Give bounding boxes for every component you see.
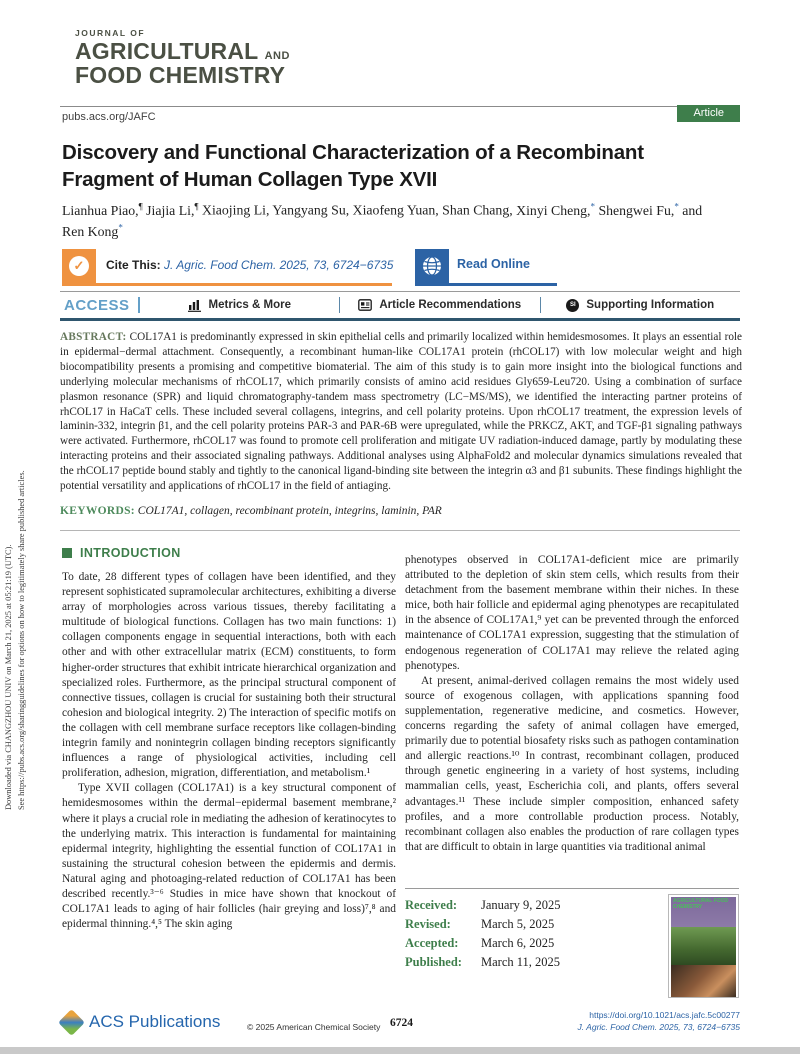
download-watermark bbox=[2, 250, 28, 810]
supporting-label: Supporting Information bbox=[586, 299, 715, 311]
masthead-kicker: JOURNAL OF bbox=[75, 28, 146, 38]
supporting-information-link[interactable] bbox=[541, 299, 741, 312]
author-name: Xiaojing Li, bbox=[201, 202, 270, 218]
keywords-text: COL17A1, collagen, recombinant protein, integrins, laminin, PAR bbox=[137, 505, 442, 517]
metrics-label: Metrics & More bbox=[208, 299, 291, 311]
intro-right-column bbox=[405, 553, 739, 886]
body-paragraph: At present, animal-derived collagen remains the most widely used source of exogenous collagen, with applications spanning food supplementation, regenerative medicine, and cosmetics. However, concerns regarding the safety of animal collagen have emerged, primarily due to potential biosafety risks such as pathogen contamination and allergic reactions.¹⁰ In contrast, recombinant collagen, produced through genetic engineering in a variety of host systems, including mammalian cells, yeast, Escherichia coli, and plants, offers several advantages.¹¹ These include simpler composition, enhanced safety profiles, and a more controllable production process. Notably, recombinant collagen also enables the production of rare collagen types that are difficult to obtain in large quantities via traditional animal bbox=[405, 674, 739, 853]
keywords-label: KEYWORDS: bbox=[60, 505, 135, 517]
bar-chart-icon bbox=[188, 299, 202, 312]
corresponding-author-mark: * bbox=[674, 201, 679, 211]
date-label: Published: bbox=[405, 955, 462, 969]
citation-reference: J. Agric. Food Chem. 2025, 73, 6724−6735 bbox=[164, 258, 394, 272]
keywords-divider bbox=[60, 530, 740, 531]
date-value: March 6, 2025 bbox=[481, 936, 555, 950]
author-name: Jiajia Li,¶ bbox=[146, 201, 199, 218]
masthead-and: AND bbox=[264, 50, 290, 62]
recommendations-label: Article Recommendations bbox=[379, 299, 522, 311]
check-icon: ✓ bbox=[69, 256, 89, 276]
introduction-heading bbox=[62, 546, 181, 560]
page-number: 6724 bbox=[390, 1017, 413, 1029]
author-name: Xiaofeng Yuan, bbox=[352, 202, 439, 218]
cover-field-image bbox=[671, 927, 736, 965]
author-name: Lianhua Piao,¶ bbox=[62, 201, 143, 218]
date-label: Revised: bbox=[405, 917, 451, 931]
page-edge bbox=[0, 1047, 800, 1054]
dates-top-rule bbox=[405, 888, 739, 889]
page-title: Discovery and Functional Characterization of a Recombinant Fragment of Human Collagen Type XVII bbox=[62, 141, 644, 191]
acs-publications-logo bbox=[62, 1012, 220, 1032]
acs-diamond-icon bbox=[58, 1009, 85, 1036]
author-name: and Ren Kong* bbox=[62, 202, 703, 239]
introduction-heading-label: INTRODUCTION bbox=[80, 546, 181, 560]
masthead-line2: FOOD CHEMISTRY bbox=[75, 61, 286, 88]
corresponding-author-mark: * bbox=[590, 201, 595, 211]
masthead-divider bbox=[60, 106, 740, 107]
date-label: Received: bbox=[405, 898, 458, 912]
author-list bbox=[62, 200, 712, 243]
masthead-line1 bbox=[75, 40, 290, 64]
journal-masthead bbox=[75, 28, 290, 88]
date-label: Accepted: bbox=[405, 936, 459, 950]
author-name: Shengwei Fu,* bbox=[598, 201, 679, 218]
access-bar bbox=[60, 292, 740, 318]
intro-left-column bbox=[62, 570, 396, 1008]
read-online-underline bbox=[415, 283, 557, 286]
cite-this-text[interactable] bbox=[106, 258, 393, 272]
cover-crayfish-image bbox=[671, 965, 736, 997]
cover-header bbox=[671, 897, 736, 927]
abstract-text: COL17A1 is predominantly expressed in skin epithelial cells and primarily localized within hemidesmosomes. It plays an essential role in epidermal−dermal attachment. Consequently, a recombinant human-like COL17A1 protein (rhCOL17) with low molecular weight and high biocompatibility presents a promising and competitive biomaterial. The aim of this study is to gain more insight into the biological functions and underlying molecular mechanisms of rhCOL17, which primarily consists of amino acid residues Gly659-Leu720. Using a combination of surface plasmon resonance (SPR) and liquid chromatography-tandem mass spectrometry (LC−MS/MS), we identified the interacting partner proteins of rhCOL17 in HaCaT cells. These included several collagens, integrins, and cell polarity proteins. Upon rhCOL17 treatment, the expression levels of laminin-332, integrin β1, and the cell polarity proteins PAR-3 and PAR-6B were upregulated, while the PRKCZ, AKT, and TGF-β1 signaling pathways were activated. Furthermore, rhCOL17 was found to promote cell proliferation and mitigate UV radiation-induced damage, partly by modulating these interacting proteins and their associated signaling pathways. Additional analyses using AlphaFold2 and molecular dynamics simulations revealed that the rhCOL17 peptide bound stably and tightly to the canonical ligand-binding site between the integrin α3 and β1 subunits. These findings highlight the potential versatility and applications of rhCOL17 in the field of antiaging. bbox=[60, 331, 742, 493]
read-online-button[interactable] bbox=[415, 249, 449, 283]
journal-cover-thumbnail bbox=[668, 894, 739, 998]
body-paragraph: To date, 28 different types of collagen have been identified, and they represent sophisticated supramolecular architectures, exhibiting a diverse array of morphologies across various tissues, thereby facilitating a multitude of biological functions. Collagen has two main functions: 1) collagen components engage in sequential interactions, both with each other and with other extracellular matrix (ECM) constituents, to form higher-order structures that exhibit intricate hierarchical organization and specialized roles. Furthermore, as the principal structural component of connective tissues, collagen is crucial for sustaining both their structural cohesion and biological integrity. 2) The interaction of specific motifs on the collagen with cell membrane surface receptors like collagen-binding integrin family and nonintegrin collagen binding receptors significantly influences a range of physiological activities, including cell proliferation, adhesion, migration, differentiation, and metabolism.¹ bbox=[62, 571, 396, 780]
body-paragraph: Type XVII collagen (COL17A1) is a key structural component of hemidesmosomes within the dermal−epidermal basement membrane,² where it plays a crucial role in mediating the adhesion of keratinocytes to the underlying matrix. This interaction is fundamental for maintaining epidermal integrity, highlighting the essential function of COL17A1 in sustaining the structural cohesion between the epidermis and dermis. Natural aging and photoaging-related reduction of COL17A1 has been described recently.³⁻⁶ Studies in mice have shown that knockout of COL17A1 leads to aging of hair follicles (hair greying and loss)⁷,⁸ and epidermal thinning.⁴,⁵ The skin aging bbox=[62, 782, 396, 931]
abstract-paragraph bbox=[60, 330, 742, 494]
metrics-and-more-link[interactable] bbox=[140, 299, 340, 312]
cite-this-button[interactable] bbox=[62, 249, 96, 283]
read-online-label[interactable]: Read Online bbox=[457, 257, 530, 271]
copyright-text: © 2025 American Chemical Society bbox=[247, 1022, 381, 1032]
acs-publications-label: ACS Publications bbox=[89, 1012, 221, 1031]
doi-link[interactable]: https://doi.org/10.1021/acs.jafc.5c00277 bbox=[589, 1010, 740, 1020]
date-value: January 9, 2025 bbox=[481, 898, 561, 912]
equal-contribution-mark: ¶ bbox=[194, 201, 199, 211]
corresponding-author-mark: * bbox=[118, 222, 123, 233]
body-paragraph: phenotypes observed in COL17A1-deficient mice are primarily attributed to the depletion of skin stem cells, which results from their detachment from the basement membrane within their niches. In these mice, both hair follicle and epidermal aging phenotypes are recapitulated in the absence of COL17A1,⁹ yet can be prevented through the enforced maintenance of COL17A1 expression, suggesting that the stimulation of endogenous regeneration of COL17A1 may relieve the related aging phenotypes. bbox=[405, 554, 739, 672]
date-value: March 5, 2025 bbox=[481, 917, 555, 931]
abstract-label: ABSTRACT: bbox=[60, 331, 127, 343]
si-icon: SI bbox=[566, 299, 579, 312]
equal-contribution-mark: ¶ bbox=[138, 201, 143, 211]
footer-citation: J. Agric. Food Chem. 2025, 73, 6724−6735 bbox=[577, 1021, 740, 1032]
cite-underline bbox=[62, 283, 392, 286]
article-type-badge: Article bbox=[677, 105, 740, 122]
download-watermark-line1: Downloaded via CHANGZHOU UNIV on March 21, 2025 at 05:21:19 (UTC). bbox=[4, 544, 13, 810]
access-bar-bottom-rule bbox=[60, 318, 740, 321]
article-recommendations-link[interactable] bbox=[340, 299, 540, 311]
cover-title: AGRICULTURAL FOOD CHEMISTRY bbox=[673, 898, 729, 910]
author-name: Yangyang Su, bbox=[272, 202, 350, 218]
masthead-title1: AGRICULTURAL bbox=[75, 38, 258, 64]
article-icon bbox=[358, 299, 372, 311]
section-square-icon bbox=[62, 548, 72, 558]
author-name: Xinyi Cheng,* bbox=[516, 201, 595, 218]
keywords-line bbox=[60, 505, 742, 517]
globe-icon bbox=[421, 255, 443, 277]
date-value: March 11, 2025 bbox=[481, 955, 561, 969]
author-name: Shan Chang, bbox=[442, 202, 513, 218]
journal-url-link[interactable]: pubs.acs.org/JAFC bbox=[62, 111, 156, 123]
doi-block bbox=[578, 1010, 740, 1034]
download-watermark-line2: See https://pubs.acs.org/sharingguidelines for options on how to legitimately share published articles. bbox=[17, 470, 26, 810]
cite-label: Cite This: bbox=[106, 258, 161, 272]
access-link[interactable]: ACCESS bbox=[64, 296, 130, 314]
